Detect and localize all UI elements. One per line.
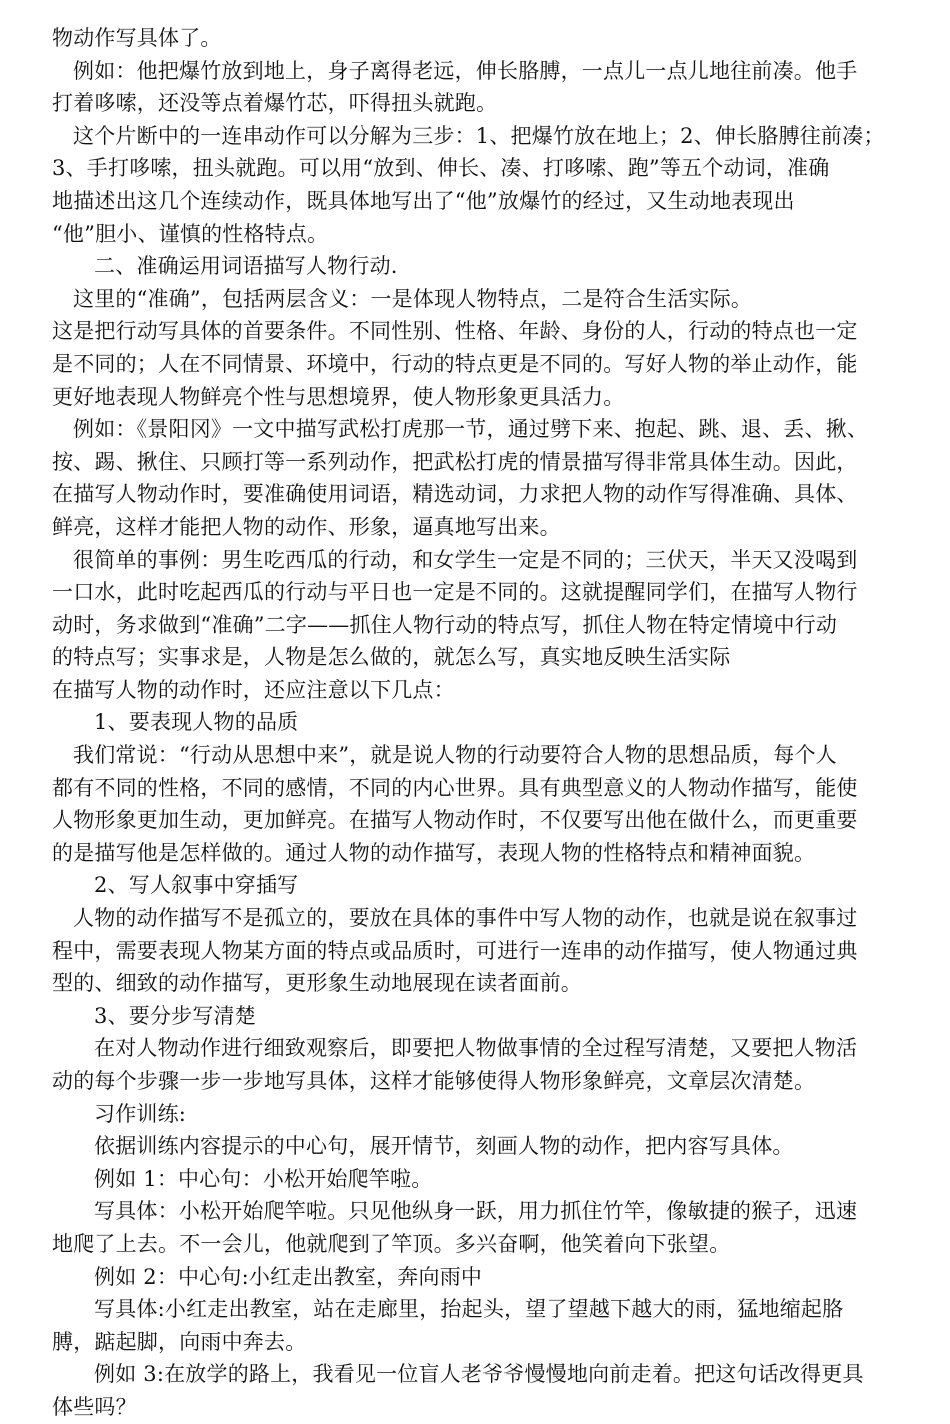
text-line: 3、要分步写清楚: [94, 1003, 256, 1028]
text-line: 例如 1：中心句：小松开始爬竿啦。: [94, 1166, 433, 1191]
text-line: 的特点写；实事求是，人物是怎么做的，就怎么写，真实地反映生活实际: [52, 645, 731, 670]
text-line: 很简单的事例：男生吃西瓜的行动，和女学生一定是不同的；三伏天，半天又没喝到: [73, 547, 858, 572]
text-line: 在描写人物动作时，要准确使用词语，精选动词，力求把人物的动作写得准确、具体、: [52, 482, 858, 507]
text-line: 这是把行动写具体的首要条件。不同性别、性格、年龄、身份的人，行动的特点也一定: [52, 319, 858, 344]
text-line: 打着哆嗦，还没等点着爆竹芯，吓得扭头就跑。: [52, 91, 498, 116]
text-line: 地爬了上去。不一会儿，他就爬到了竿顶。多兴奋啊，他笑着向下张望。: [52, 1231, 731, 1256]
text-line: 依据训练内容提示的中心句，展开情节，刻画人物的动作，把内容写具体。: [94, 1134, 794, 1159]
text-line: 人物的动作描写不是孤立的，要放在具体的事件中写人物的动作，也就是说在叙事过: [73, 906, 858, 931]
text-line: 物动作写具体了。: [52, 26, 222, 50]
text-line: 例如：他把爆竹放到地上，身子离得老远，伸长胳膊，一点儿一点儿地往前凑。他手: [73, 58, 858, 83]
text-line: 动时，务求做到“准确”二字——抓住人物行动的特点写，抓住人物在特定情境中行动: [52, 612, 838, 637]
text-line: “他”胆小、谨慎的性格特点。: [52, 221, 329, 246]
text-line: 都有不同的性格，不同的感情，不同的内心世界。具有典型意义的人物动作描写，能使: [52, 775, 858, 800]
text-line: 膊，踮起脚，向雨中奔去。: [52, 1329, 307, 1354]
text-line: 2、写人叙事中穿插写: [94, 873, 299, 898]
text-line: 一口水，此时吃起西瓜的行动与平日也一定是不同的。这就提醒同学们，在描写人物行: [52, 580, 858, 605]
text-line: 人物形象更加生动，更加鲜亮。在描写人物动作时，不仅要写出他在做什么，而更重要: [52, 808, 858, 833]
text-line: 鲜亮，这样才能把人物的动作、形象，逼真地写出来。: [52, 514, 561, 539]
document-page: [52, 22, 922, 1424]
text-line: 是不同的；人在不同情景、环境中，行动的特点更是不同的。写好人物的举止动作，能: [52, 351, 858, 376]
text-line: 二、准确运用词语描写人物行动.: [94, 254, 398, 279]
text-line: 更好地表现人物鲜亮个性与思想境界，使人物形象更具活力。: [52, 384, 625, 409]
text-line: 体些吗？: [52, 1394, 137, 1419]
text-line: 动的每个步骤一步一步地写具体，这样才能够使得人物形象鲜亮，文章层次清楚。: [52, 1069, 816, 1093]
text-line: 例如 2：中心句:小红走出教室，奔向雨中: [94, 1264, 483, 1289]
text-line: 在对人物动作进行细致观察后，即要把人物做事情的全过程写清楚，又要把人物活: [94, 1036, 858, 1061]
text-line: 程中，需要表现人物某方面的特点或品质时，可进行一连串的动作描写，使人物通过典: [52, 938, 858, 963]
text-line: 这里的“准确”，包括两层含义：一是体现人物特点，二是符合生活实际。: [73, 286, 753, 311]
text-line: 习作训练:: [94, 1101, 187, 1126]
text-line: 型的、细致的动作描写，更形象生动地展现在读者面前。: [52, 971, 582, 996]
text-line: 例如 3:在放学的路上，我看见一位盲人老爷爷慢慢地向前走着。把这句话改得更具: [94, 1362, 864, 1387]
text-line: 例如：《景阳冈》一文中描写武松打虎那一节，通过劈下来、抱起、跳、退、丢、揪、: [73, 417, 869, 442]
text-line: 我们常说：“行动从思想中来”，就是说人物的行动要符合人物的思想品质，每个人: [73, 743, 837, 768]
text-line: 这个片断中的一连串动作可以分解为三步：1、把爆竹放在地上；2、伸长胳膊往前凑；: [73, 123, 885, 148]
text-line: 写具体：小松开始爬竿啦。只见他纵身一跃，用力抓住竹竿，像敏捷的猴子，迅速: [94, 1199, 858, 1224]
text-line: 在描写人物的动作时，还应注意以下几点：: [52, 677, 455, 702]
text-line: 3、手打哆嗦，扭头就跑。可以用“放到、伸长、凑、打哆嗦、跑”等五个动词，准确: [52, 156, 830, 181]
text-line: 写具体:小红走出教室，站在走廊里，抬起头，望了望越下越大的雨，猛地缩起胳: [94, 1297, 844, 1322]
text-line: 地描述出这几个连续动作，既具体地写出了“他”放爆竹的经过，又生动地表现出: [52, 188, 795, 213]
text-line: 按、踢、揪住、只顾打等一系列动作，把武松打虎的情景描写得非常具体生动。因此，: [52, 449, 858, 474]
text-line: 1、要表现人物的品质: [94, 710, 299, 735]
text-line: 的是描写他是怎样做的。通过人物的动作描写，表现人物的性格特点和精神面貌。: [52, 840, 816, 865]
